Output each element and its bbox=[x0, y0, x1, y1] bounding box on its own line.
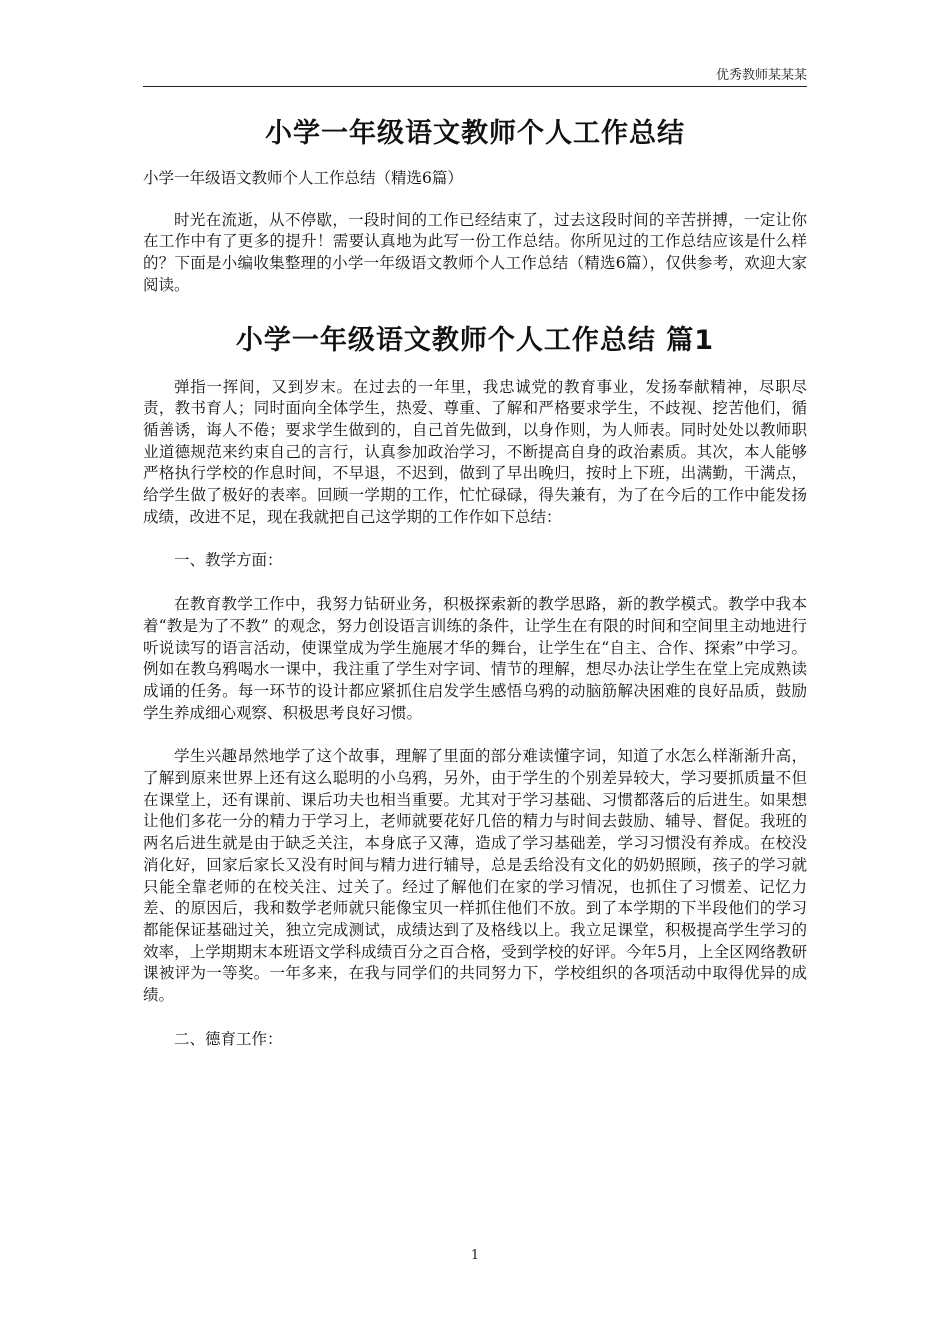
section-heading-1: 小学一年级语文教师个人工作总结 篇1 bbox=[235, 324, 715, 356]
header-rule bbox=[143, 86, 807, 87]
page-header-text: 优秀教师某某某 bbox=[715, 68, 807, 83]
paragraph-2: 在教育教学工作中，我努力钻研业务，积极探索新的教学思路，新的教学模式。教学中我本着“教是为了不教” 的观念，努力创设语言训练的条件，让学生在有限的时间和空间里主动地进行听说读写的语言活动，使课堂成为学生施展才华的舞台，让学生在“自主、合作、探索”中学习。例如在教乌鸦喝水一课中，我注重了学生对字词、情节的理解，想尽办法让学生在堂上完成熟读成诵的任务。每一环节的设计都应紧抓住启发学生感悟乌鸦的动脑筋解决困难的良好品质，鼓励学生养成细心观察、积极思考良好习惯。 bbox=[143, 595, 807, 722]
page-number: 1 bbox=[470, 1248, 480, 1263]
paragraph-3: 学生兴趣昂然地学了这个故事，理解了里面的部分难读懂字词，知道了水怎么样渐渐升高，了解到原来世界上还有这么聪明的小乌鸦，另外，由于学生的个别差异较大，学习要抓质量不但在课堂上，还有课前、课后功夫也相当重要。尤其对于学习基础、习惯都落后的后进生。如果想让他们多花一分的精力于学习上，老师就要花好几倍的精力与时间去鼓励、辅导、督促。我班的两名后进生就是由于缺乏关注，本身底子又薄，造成了学习基础差，学习习惯没有养成。在校没消化好，回家后家长又没有时间与精力进行辅导，总是丢给没有文化的奶奶照顾，孩子的学习就只能全靠老师的在校关注、过关了。经过了解他们在家的学习情况，也抓住了习惯差、记忆力差、的原因后，我和数学老师就只能像宝贝一样抓住他们不放。到了本学期的下半段他们的学习都能保证基础过关，独立完成测试，成绩达到了及格线以上。我立足课堂，积极提高学生学习的效率，上学期期末本班语文学科成绩百分之百合格，受到学校的好评。今年5月，上全区网络教研课被评为一等奖。一年多来，在我与同学们的共同努力下，学校组织的各项活动中取得优异的成绩。 bbox=[143, 747, 807, 1005]
intro-paragraph: 时光在流逝，从不停歇，一段时间的工作已经结束了，过去这段时间的辛苦拼搏，一定让你在工作中有了更多的提升！需要认真地为此写一份工作总结。你所见过的工作总结应该是什么样的？下面是小编收集整理的小学一年级语文教师个人工作总结（精选6篇），仅供参考，欢迎大家阅读。 bbox=[143, 210, 807, 294]
document-title: 小学一年级语文教师个人工作总结 bbox=[265, 118, 685, 149]
heading-moral: 二、德育工作： bbox=[174, 1029, 283, 1048]
paragraph-1: 弹指一挥间，又到岁末。在过去的一年里，我忠诚党的教育事业，发扬奉献精神，尽职尽责，教书育人；同时面向全体学生，热爱、尊重、了解和严格要求学生，不歧视、挖苦他们，循循善诱，诲人不倦；要求学生做到的，自己首先做到，以身作则，为人师表。同时处处以教师职业道德规范来约束自己的言行，认真参加政治学习，不断提高自身的政治素质。其次，本人能够严格执行学校的作息时间，不早退，不迟到，做到了早出晚归，按时上下班，出满勤，干满点，给学生做了极好的表率。回顾一学期的工作，忙忙碌碌，得失兼有，为了在今后的工作中能发扬成绩，改进不足，现在我就把自己这学期的工作作如下总结： bbox=[143, 377, 807, 526]
heading-teaching: 一、教学方面： bbox=[174, 551, 283, 570]
document-body bbox=[143, 112, 807, 1051]
document-subtitle: 小学一年级语文教师个人工作总结（精选6篇） bbox=[143, 169, 463, 187]
